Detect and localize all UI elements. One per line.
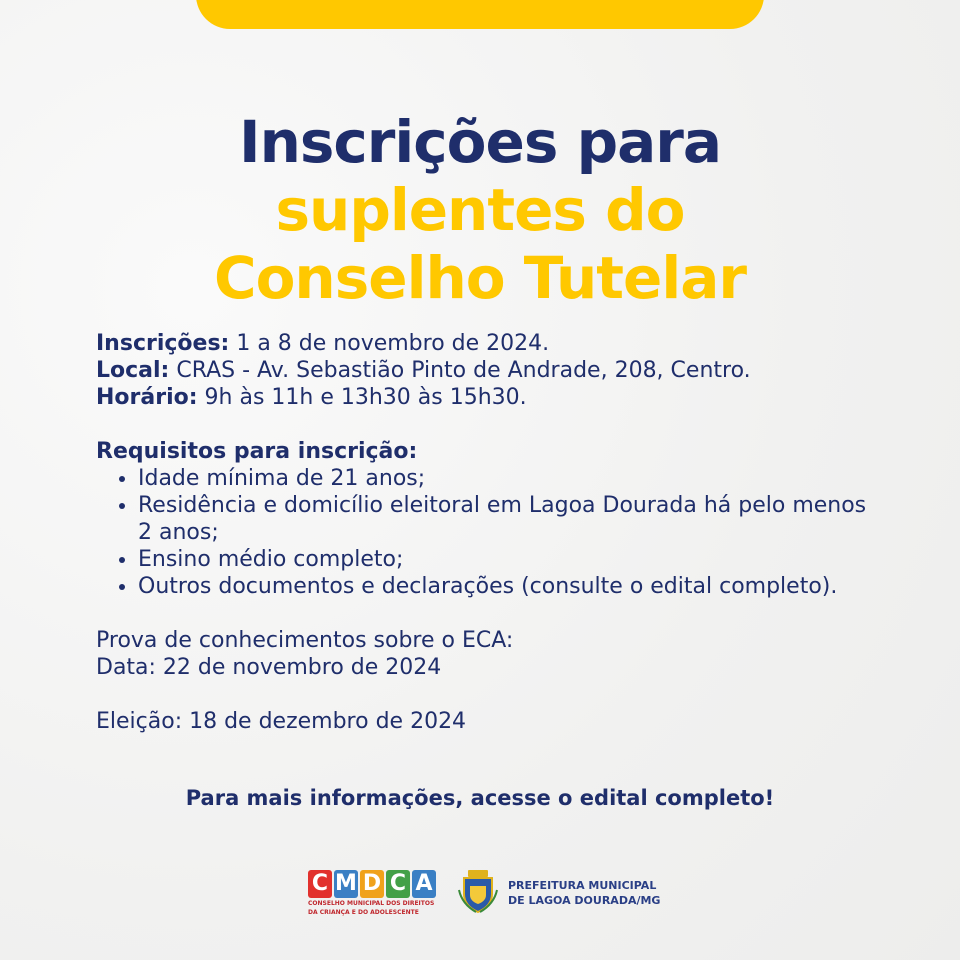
- title-line-1: Inscrições para: [239, 108, 721, 176]
- requirements-list: [96, 465, 876, 600]
- more-info-cta: Para mais informações, acesse o edital completo!: [185, 786, 775, 810]
- prefeitura-line-2: DE LAGOA DOURADA/MG: [508, 894, 661, 907]
- cmdca-letter: M: [335, 871, 357, 896]
- cmdca-line-1: CONSELHO MUNICIPAL DOS DIREITOS: [308, 900, 435, 907]
- footer-logos: [308, 866, 668, 926]
- inscricoes-row: [96, 330, 876, 357]
- title-line-3: Conselho Tutelar: [214, 244, 746, 312]
- cmdca-letter: D: [360, 870, 384, 898]
- cmdca-logo: [308, 870, 442, 916]
- requirement-item: • Ensino médio completo;: [138, 546, 876, 573]
- inscricoes-value: 1 a 8 de novembro de 2024.: [229, 331, 550, 356]
- page-title: [0, 108, 960, 312]
- cmdca-letter: C: [308, 870, 332, 898]
- exam-date: Data: 22 de novembro de 2024: [96, 655, 442, 680]
- inscricoes-label: Inscrições:: [96, 331, 230, 356]
- cmdca-line-2: DA CRIANÇA E DO ADOLESCENTE: [308, 909, 419, 916]
- local-label: Local:: [96, 358, 170, 383]
- requirement-item: • Idade mínima de 21 anos;: [138, 465, 876, 492]
- title-line-2: suplentes do: [275, 176, 685, 244]
- exam-title: Prova de conhecimentos sobre o ECA:: [96, 628, 514, 653]
- local-value: CRAS - Av. Sebastião Pinto de Andrade, 208, Centro.: [169, 358, 751, 383]
- prefeitura-name: [508, 878, 660, 908]
- horario-value: 9h às 11h e 13h30 às 15h30.: [197, 385, 527, 410]
- requirements-title: Requisitos para inscrição:: [96, 439, 418, 464]
- local-row: [96, 357, 876, 384]
- cmdca-letter: C: [386, 870, 410, 898]
- horario-label: Horário:: [96, 385, 198, 410]
- horario-row: [96, 384, 876, 411]
- cmdca-letter: A: [412, 870, 436, 898]
- requirement-item: • Outros documentos e declarações (consulte o edital completo).: [138, 573, 876, 600]
- election-date: Eleição: 18 de dezembro de 2024: [96, 709, 467, 734]
- exam-block: [96, 627, 876, 681]
- top-yellow-banner: [196, 0, 764, 29]
- info-block: [96, 330, 876, 735]
- cmdca-letters: [308, 870, 442, 898]
- prefeitura-line-1: PREFEITURA MUNICIPAL: [508, 879, 657, 892]
- requirement-item: • Residência e domicílio eleitoral em Lagoa Dourada há pelo menos 2 anos;: [138, 492, 876, 546]
- coat-of-arms-icon: [458, 868, 498, 914]
